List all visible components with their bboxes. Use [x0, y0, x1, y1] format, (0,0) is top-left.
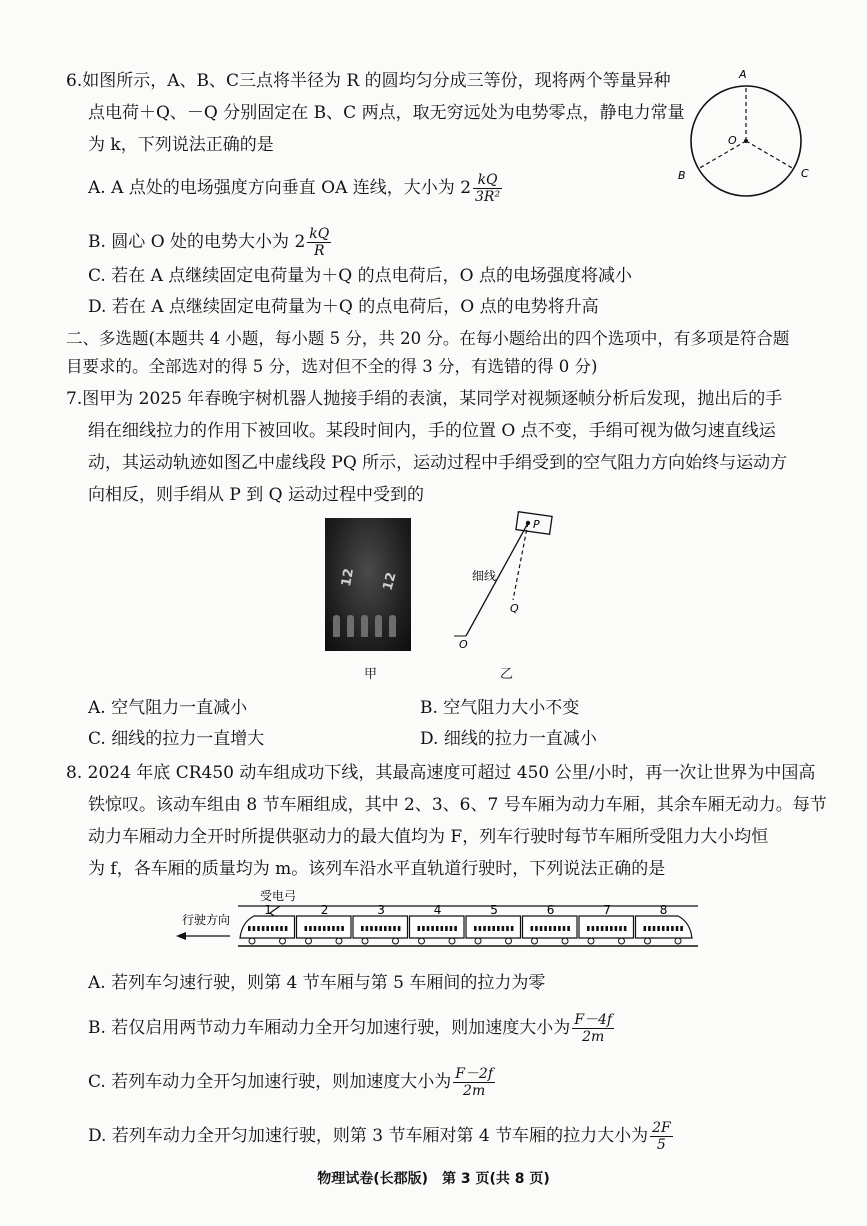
q8-train-window	[531, 926, 534, 931]
q8-train-window	[271, 926, 274, 931]
q8-option-d-denominator: 5	[656, 1137, 666, 1153]
q7-photo-robot	[361, 615, 368, 637]
q8-train-window	[305, 926, 308, 931]
q6-label-o: O	[728, 134, 737, 147]
page-footer: 物理试卷(长郡版) 第 3 页(共 8 页)	[317, 1171, 550, 1187]
q7-stem-line-4: 向相反，则手绢从 P 到 Q 运动过程中受到的	[88, 485, 424, 505]
q8-stem-line-3: 动力车厢动力全开时所提供驱动力的最大值均为 F，列车行驶时每节车厢所受阻力大小均恒	[88, 827, 769, 847]
q8-train-window	[361, 926, 364, 931]
q8-train-window	[506, 926, 509, 931]
q8-train-cars	[240, 903, 692, 944]
q8-train-window	[436, 926, 439, 931]
q8-train-window	[540, 926, 543, 931]
q8-train-wheel	[280, 938, 286, 944]
q8-train-window	[431, 926, 434, 931]
section2-heading-line-1: 二、多选题(本题共 4 小题，每小题 5 分，共 20 分。在每小题给出的四个选项中，有多项是符合题	[66, 329, 790, 348]
q8-train-window	[502, 926, 505, 931]
q8-train-window	[644, 926, 647, 931]
q8-option-d-fraction	[650, 1120, 673, 1153]
q6-option-b-fraction	[307, 226, 331, 259]
q8-train-window	[309, 926, 312, 931]
q6-label-b: B	[678, 169, 686, 182]
q6-stem-line-1: 6.如图所示，A、B、C三点将半径为 R 的圆均匀分成三等份，现将两个等量异种	[66, 71, 671, 91]
q8-option-c-text: C. 若列车动力全开匀加速行驶，则加速度大小为	[88, 1072, 452, 1092]
q8-train-window	[341, 926, 344, 931]
q8-train-wheel	[588, 938, 594, 944]
q7-point-p	[526, 521, 530, 525]
q6-option-b-text: B. 圆心 O 处的电势大小为 2	[88, 232, 306, 252]
q8-train-window	[454, 926, 457, 931]
q8-train-wheel	[562, 938, 568, 944]
q8-train-window	[587, 926, 590, 931]
q6-option-a-text: A. A 点处的电场强度方向垂直 OA 连线，大小为 2	[88, 178, 472, 198]
q8-train-car-number: 4	[433, 903, 442, 917]
q8-label-direction: 行驶方向	[182, 913, 231, 927]
q7-stem-line-1: 7.图甲为 2025 年春晚宇树机器人抛接手绢的表演，某同学对视频逐帧分析后发现，抛出后的手	[66, 389, 783, 409]
q6-option-a-fraction	[473, 172, 502, 205]
q6-option-a	[88, 172, 504, 205]
q8-train-window	[314, 926, 317, 931]
q8-train-window	[676, 926, 679, 931]
q8-option-b	[88, 1012, 616, 1045]
q8-train-window	[624, 926, 627, 931]
q8-train-window	[328, 926, 331, 931]
q8-train-wheel	[336, 938, 342, 944]
q8-train-car-number: 7	[603, 903, 611, 917]
q8-train-wheel	[532, 938, 538, 944]
q8-train-car	[353, 903, 408, 944]
q8-train-window	[337, 926, 340, 931]
q8-train-car	[410, 903, 465, 944]
q8-train-window	[393, 926, 396, 931]
q8-train-window	[610, 926, 613, 931]
q8-train-car	[466, 903, 521, 944]
q8-option-a: A. 若列车匀速行驶，则第 4 节车厢与第 5 车厢间的拉力为零	[88, 973, 546, 993]
section2-heading-line-2: 目要求的。全部选对的得 5 分，选对但不全的得 3 分，有选错的得 0 分)	[66, 357, 598, 376]
q6-option-a-denominator: 3R²	[475, 189, 501, 205]
q8-train-window	[257, 926, 260, 931]
q6-option-b-denominator: R	[313, 243, 325, 259]
q8-option-d-numerator: 2F	[652, 1120, 671, 1136]
q8-train-wheel	[619, 938, 625, 944]
q8-train-window	[253, 926, 256, 931]
q8-train-window	[667, 926, 670, 931]
q8-train-window	[450, 926, 453, 931]
q8-train-window	[285, 926, 288, 931]
q8-train-wheel	[449, 938, 455, 944]
q8-train-window	[653, 926, 656, 931]
q6-stem-line-2: 点电荷＋Q、－Q 分别固定在 B、C 两点，取无穷远处为电势零点，静电力常量	[88, 103, 685, 123]
q8-train-window	[318, 926, 321, 931]
q8-train-window	[596, 926, 599, 931]
q6-option-b	[88, 226, 333, 259]
q8-train-window	[483, 926, 486, 931]
q8-train-window	[492, 926, 495, 931]
q8-train-wheel	[393, 938, 399, 944]
q8-train-window	[332, 926, 335, 931]
q8-train-window	[592, 926, 595, 931]
q8-train-car-number: 8	[659, 903, 668, 917]
q8-train-window	[418, 926, 421, 931]
q8-train-window	[323, 926, 326, 931]
q8-option-b-fraction	[572, 1012, 614, 1045]
q8-train-wheel	[506, 938, 512, 944]
q8-stem-line-4: 为 f，各车厢的质量均为 m。该列车沿水平直轨道行驶时，下列说法正确的是	[88, 859, 666, 879]
q8-train-window	[276, 926, 279, 931]
q8-train-window	[615, 926, 618, 931]
q8-train-window	[422, 926, 425, 931]
q7-photo-robot	[333, 615, 340, 637]
q8-train-wheel	[645, 938, 651, 944]
q8-train-window	[662, 926, 665, 931]
q8-train-window	[384, 926, 387, 931]
q8-train-car	[579, 903, 634, 944]
q8-train-window	[657, 926, 660, 931]
q7-photo-jia	[325, 518, 411, 651]
q7-photo-robot	[347, 615, 354, 637]
q7-label-q: Q	[510, 602, 519, 615]
q8-option-c-denominator: 2m	[463, 1083, 486, 1099]
q7-photo-sign-1: 12	[339, 567, 358, 588]
q8-train-window	[280, 926, 283, 931]
q8-train-window	[671, 926, 674, 931]
q8-train-window	[511, 926, 514, 931]
q6-radius-ob	[698, 141, 746, 169]
q7-label-rope: 细线	[472, 569, 497, 583]
q8-train-car-number: 2	[320, 903, 329, 917]
q8-train-window	[262, 926, 265, 931]
q7-photo-robot	[389, 615, 396, 637]
q8-option-b-denominator: 2m	[582, 1029, 605, 1045]
q8-train-wheel	[362, 938, 368, 944]
q8-train-window	[605, 926, 608, 931]
q8-train-car	[297, 903, 352, 944]
q8-train-window	[427, 926, 430, 931]
q8-train-window	[398, 926, 401, 931]
q6-option-c: C. 若在 A 点继续固定电荷量为＋Q 的点电荷后，O 点的电场强度将减小	[88, 266, 632, 286]
q8-train-window	[648, 926, 651, 931]
q8-train-wheel	[249, 938, 255, 944]
q7-stem-line-2: 绢在细线拉力的作用下被回收。某段时间内，手的位置 O 点不变，手绢可视为做匀速直线运	[88, 421, 776, 441]
q7-caption-yi: 乙	[500, 667, 514, 682]
q7-photo-robot	[375, 615, 382, 637]
q7-option-a: A. 空气阻力一直减小	[88, 698, 248, 718]
q8-train-window	[619, 926, 622, 931]
q8-train-window	[441, 926, 444, 931]
q8-train-wheel	[419, 938, 425, 944]
q6-stem-line-3: 为 k，下列说法正确的是	[88, 135, 274, 155]
q6-label-c: C	[801, 167, 809, 180]
q8-train-window	[379, 926, 382, 931]
q7-path-pq	[513, 523, 528, 600]
q6-label-a: A	[739, 68, 747, 81]
q8-train-car-number: 1	[264, 903, 272, 917]
q8-train-wheel	[475, 938, 481, 944]
q8-option-c-numerator: F－2f	[455, 1066, 494, 1082]
q8-option-b-numerator: F－4f	[574, 1012, 613, 1028]
q8-train-window	[549, 926, 552, 931]
q7-label-p: P	[533, 518, 540, 531]
q8-train-car-number: 6	[546, 903, 555, 917]
q8-option-c-fraction	[453, 1066, 495, 1099]
q8-option-d	[88, 1120, 675, 1153]
q8-stem-line-2: 铁惊叹。该动车组由 8 节车厢组成，其中 2、3、6、7 号车厢为动力车厢，其余车厢无动力。每节	[88, 795, 827, 815]
q6-center-dot	[744, 139, 748, 143]
q8-label-pantograph: 受电弓	[260, 889, 297, 903]
q8-train-window	[445, 926, 448, 931]
q7-diagram-yi	[440, 506, 560, 656]
q7-caption-jia: 甲	[364, 667, 378, 682]
q8-train-car-number: 5	[490, 903, 498, 917]
q8-direction-arrowhead	[176, 932, 186, 940]
q7-photo-sign-2: 12	[380, 570, 400, 593]
q8-train-car	[523, 903, 578, 944]
q8-train-window	[558, 926, 561, 931]
q8-train-window	[248, 926, 251, 931]
q8-option-b-text: B. 若仅启用两节动力车厢动力全开匀加速行驶，则加速度大小为	[88, 1018, 571, 1038]
q6-option-d: D. 若在 A 点继续固定电荷量为＋Q 的点电荷后，O 点的电势将升高	[88, 297, 599, 317]
q8-stem-line-1: 8. 2024 年底 CR450 动车组成功下线，其最高速度可超过 450 公里/小时，再一次让世界为中国高	[66, 763, 816, 783]
q8-train-window	[375, 926, 378, 931]
q8-option-d-text: D. 若列车动力全开匀加速行驶，则第 3 节车厢对第 4 节车厢的拉力大小为	[88, 1126, 649, 1146]
q8-train-car-number: 3	[377, 903, 385, 917]
q8-train-wheel	[675, 938, 681, 944]
q8-train-window	[266, 926, 269, 931]
q8-train-window	[488, 926, 491, 931]
q8-train-window	[567, 926, 570, 931]
q8-train-window	[474, 926, 477, 931]
q8-train-window	[370, 926, 373, 931]
q8-train-figure	[170, 884, 710, 954]
q8-train-window	[535, 926, 538, 931]
q7-option-d: D. 细线的拉力一直减小	[420, 729, 597, 749]
q7-option-b: B. 空气阻力大小不变	[420, 698, 580, 718]
q7-option-c: C. 细线的拉力一直增大	[88, 729, 265, 749]
q8-train-window	[563, 926, 566, 931]
q8-train-window	[479, 926, 482, 931]
q6-circle-figure	[676, 64, 816, 204]
q6-option-a-numerator: kQ	[473, 172, 502, 189]
q8-train-window	[497, 926, 500, 931]
q8-train-window	[601, 926, 604, 931]
q8-train-window	[554, 926, 557, 931]
q8-train-window	[366, 926, 369, 931]
q8-train-wheel	[306, 938, 312, 944]
q8-train-window	[680, 926, 683, 931]
q8-option-c	[88, 1066, 497, 1099]
q8-train-window	[389, 926, 392, 931]
q8-train-car	[240, 903, 295, 944]
q7-stem-line-3: 动，其运动轨迹如图乙中虚线段 PQ 所示，运动过程中手绢受到的空气阻力方向始终与运动方	[88, 453, 788, 473]
q8-train-car	[636, 903, 693, 944]
q8-train-window	[544, 926, 547, 931]
q6-radius-oc	[746, 141, 794, 169]
q6-option-b-numerator: kQ	[309, 226, 330, 242]
q7-label-o: O	[459, 638, 468, 651]
